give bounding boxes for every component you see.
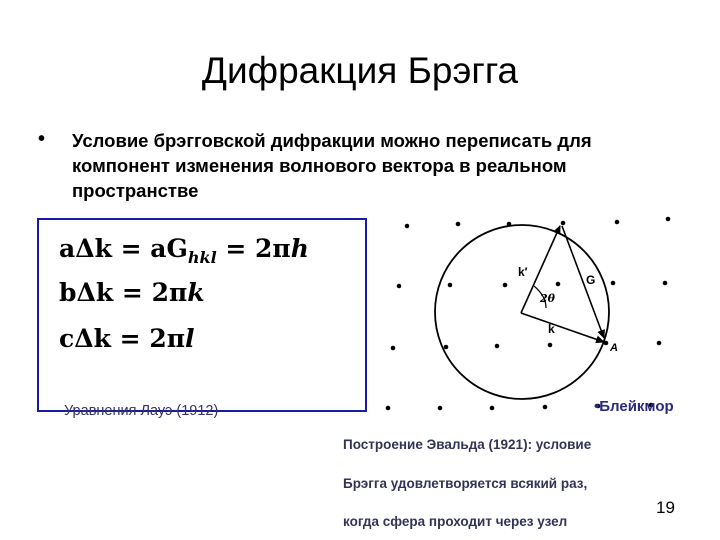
page-number: 19 [656, 498, 675, 517]
laue-equation-1: $a\Delta k = aG_{hkl} = 2\pi h$ [59, 234, 309, 267]
k-vector [521, 313, 604, 342]
laue-equation-2: bΔk = 2πk [59, 278, 205, 307]
ewald-caption-line-2: Брэгга удовлетворяется всякий раз, [343, 476, 588, 491]
label-two-theta: 2θ [540, 292, 555, 305]
label-a: A [610, 342, 618, 354]
laue-caption: Уравнения Лауэ (1912) [64, 403, 219, 419]
ewald-caption-line-3: когда сфера проходит через узел [343, 514, 568, 529]
slide-title: Дифракция Брэгга [201, 50, 519, 91]
ewald-caption-line-1: Построение Эвальда (1921): условие [343, 437, 592, 452]
g-vector [562, 226, 604, 338]
label-k: k [548, 322, 555, 336]
label-k-prime: k′ [518, 265, 528, 279]
bullet-marker: • [38, 128, 46, 150]
reciprocal-lattice-points [386, 217, 671, 411]
label-g: G [586, 273, 596, 287]
bullet-text: Условие брэгговской дифракции можно переписать для компонент изменения волнового вектора в реальном пространстве [72, 130, 592, 201]
laue-equation-3: cΔk = 2πl [59, 324, 195, 353]
blakemore-reference: •Блейкмор [594, 398, 674, 415]
